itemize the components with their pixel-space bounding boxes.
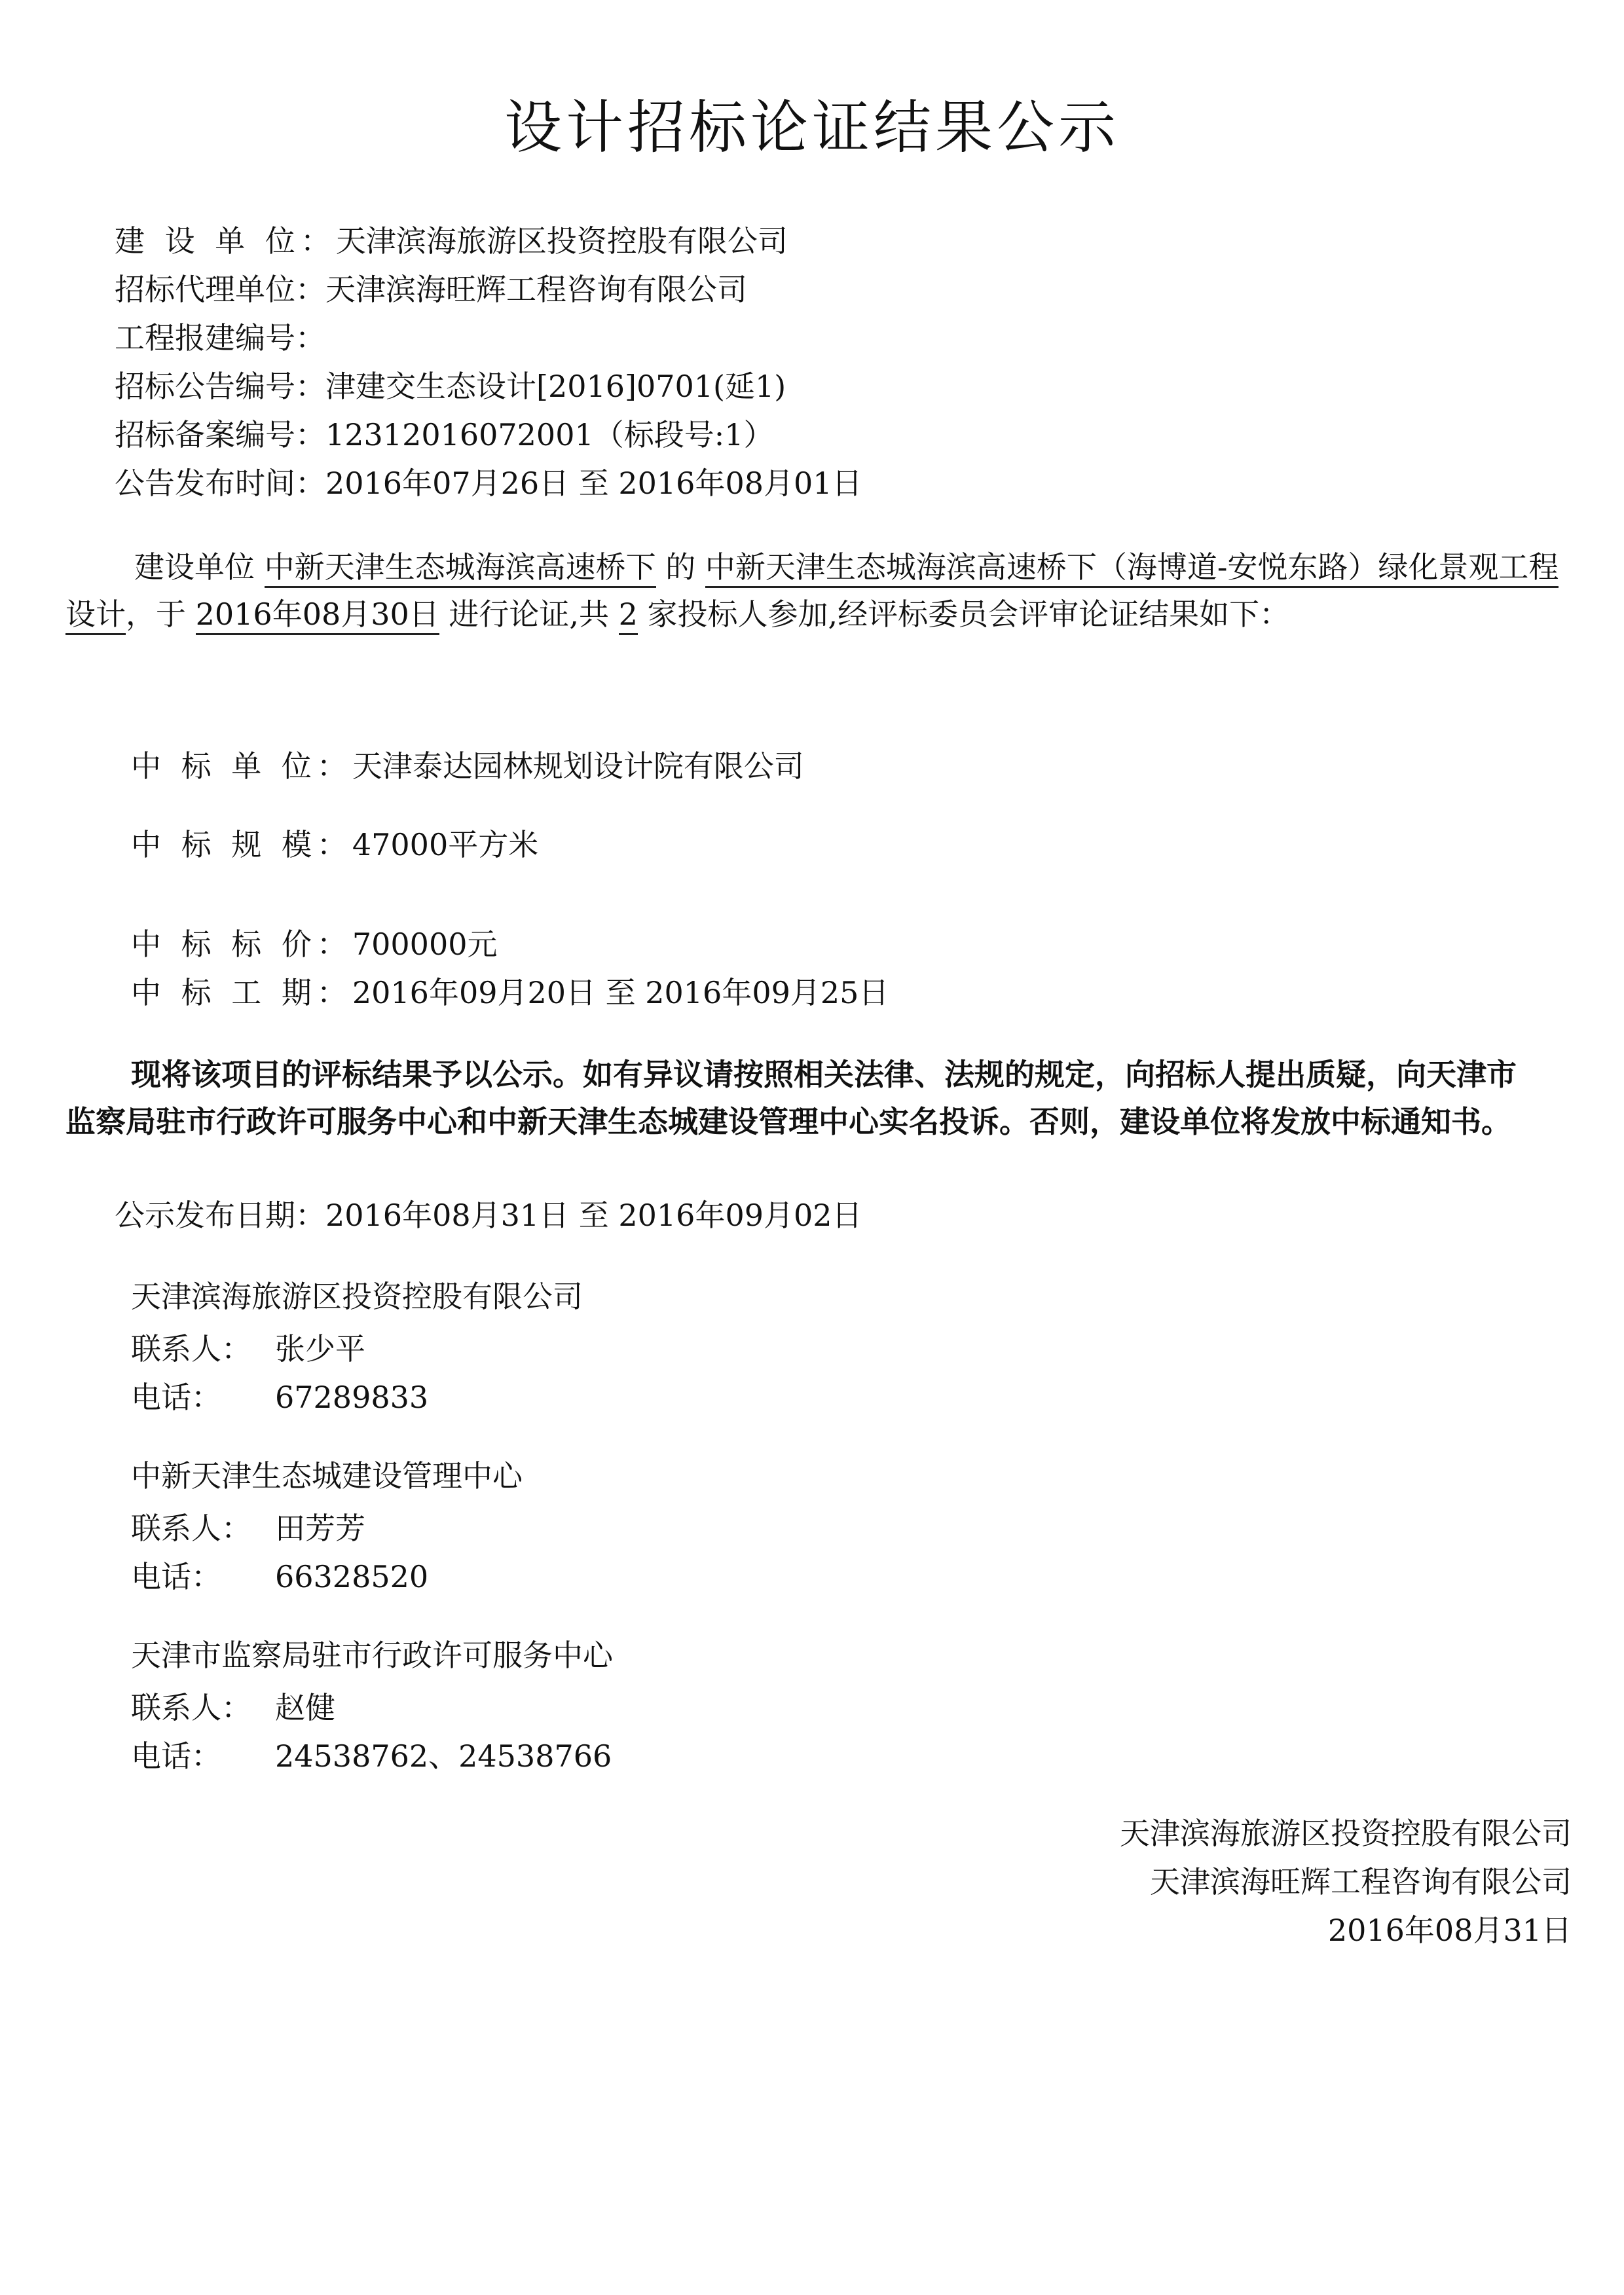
intro-unit: 中新天津生态城海滨高速桥下	[265, 549, 656, 588]
intro-text-1: 建设单位	[134, 549, 265, 585]
agent-label: 招标代理单位：	[115, 272, 325, 307]
builder-value: 天津滨海旅游区投资控股有限公司	[335, 223, 788, 259]
notice-no-value: 津建交生态设计[2016]0701(延1)	[325, 369, 786, 404]
contact-person: 田芳芳	[275, 1511, 365, 1546]
contact-phone-row	[131, 1736, 612, 1776]
builder-label: 建 设 单 位：	[115, 223, 336, 259]
contact-person-row	[131, 1509, 365, 1548]
publish-time-label: 公告发布时间：	[115, 466, 325, 501]
notice-date-label: 公示发布日期：	[115, 1198, 325, 1233]
winner-row	[131, 746, 804, 786]
builder-row	[115, 221, 788, 261]
filing-no-label: 招标备案编号：	[115, 417, 325, 452]
notice-date-value: 2016年08月31日 至 2016年09月02日	[325, 1198, 862, 1233]
notice-paragraph: 现将该项目的评标结果予以公示。如有异议请按照相关法律、法规的规定，向招标人提出质疑，向天津市监察局驻市行政许可服务中心和中新天津生态城建设管理中心实名投诉。否则，建设单位将发放中标通知书。	[65, 1057, 1517, 1139]
contact-person-row	[131, 1688, 335, 1727]
contact-org: 中新天津生态城建设管理中心	[131, 1458, 523, 1494]
publish-time-value: 2016年07月26日 至 2016年08月01日	[325, 466, 862, 501]
winner-value: 天津泰达园林规划设计院有限公司	[352, 748, 804, 784]
contact-person: 张少平	[275, 1331, 365, 1367]
intro-project: 中新天津生态城海滨高速桥下（海博道-安悦东路）绿化景观工程设计	[65, 549, 1559, 635]
notice-no-row	[115, 367, 786, 406]
project-no-row	[115, 318, 325, 358]
price-row	[131, 925, 497, 964]
period-row	[131, 973, 889, 1012]
contact-phone-label: 电话：	[131, 1559, 221, 1594]
signature-date: 2016年08月31日	[1327, 1913, 1572, 1948]
intro-text-3: ，于	[126, 597, 196, 632]
agent-value: 天津滨海旺辉工程咨询有限公司	[325, 272, 747, 307]
intro-count: 2	[619, 597, 638, 635]
winner-label: 中 标 单 位：	[131, 748, 352, 784]
price-label: 中 标 标 价：	[131, 927, 352, 962]
contact-phone-row	[131, 1557, 428, 1596]
notice-date-row	[115, 1196, 862, 1235]
period-value: 2016年09月20日 至 2016年09月25日	[352, 975, 889, 1010]
intro-text-4: 进行论证,共	[439, 597, 619, 632]
contact-phone-label: 电话：	[131, 1738, 221, 1774]
intro-text-2: 的	[655, 549, 705, 585]
contact-person-label: 联系人：	[131, 1690, 251, 1725]
contact-person-row	[131, 1329, 365, 1368]
scale-value: 47000平方米	[352, 827, 539, 862]
price-value: 700000元	[352, 927, 498, 962]
intro-date: 2016年08月30日	[196, 597, 439, 635]
filing-no-row	[115, 415, 774, 454]
contact-person-label: 联系人：	[131, 1331, 251, 1367]
contact-phone: 66328520	[275, 1559, 429, 1594]
agent-row	[115, 270, 747, 309]
contact-phone: 24538762、24538766	[275, 1738, 612, 1774]
contact-person-label: 联系人：	[131, 1511, 251, 1546]
scale-label: 中 标 规 模：	[131, 827, 352, 862]
notice-no-label: 招标公告编号：	[115, 369, 325, 404]
document-title: 设计招标论证结果公示	[504, 94, 1120, 161]
contact-phone-label: 电话：	[131, 1380, 221, 1415]
intro-paragraph	[65, 543, 1572, 638]
signature-org-2: 天津滨海旺辉工程咨询有限公司	[1150, 1864, 1572, 1900]
project-no-label: 工程报建编号：	[115, 320, 325, 356]
scale-row	[131, 825, 538, 864]
contact-org: 天津市监察局驻市行政许可服务中心	[131, 1638, 613, 1673]
publish-time-row	[115, 464, 862, 503]
period-label: 中 标 工 期：	[131, 975, 352, 1010]
signature-org-1: 天津滨海旅游区投资控股有限公司	[1120, 1816, 1572, 1851]
contact-phone: 67289833	[275, 1380, 429, 1415]
contact-phone-row	[131, 1378, 428, 1417]
intro-text-5: 家投标人参加,经评标委员会评审论证结果如下：	[637, 597, 1290, 632]
contact-org: 天津滨海旅游区投资控股有限公司	[131, 1279, 583, 1314]
contact-person: 赵健	[275, 1690, 335, 1725]
filing-no-value: 12312016072001（标段号:1）	[325, 417, 774, 452]
